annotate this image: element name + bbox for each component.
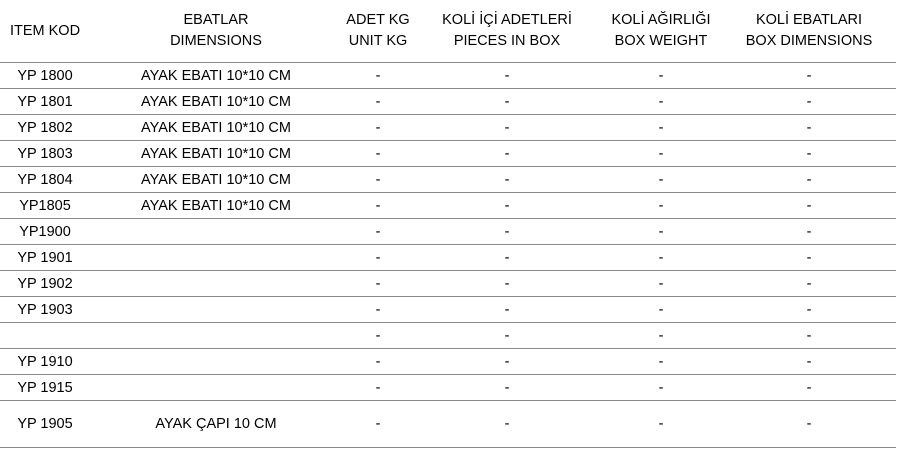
- cell-item-code: YP 1803: [0, 141, 90, 167]
- cell-unit-kg: -: [342, 89, 414, 115]
- cell-dimensions: [90, 271, 342, 297]
- header-unit-kg: [342, 0, 414, 63]
- cell-unit-kg: -: [342, 271, 414, 297]
- cell-box-weight: -: [600, 297, 722, 323]
- cell-dimensions: AYAK EBATI 10*10 CM: [90, 115, 342, 141]
- header-box-dimensions-label: KOLİ EBATLARI: [755, 12, 863, 28]
- cell-box-dimensions: -: [722, 219, 896, 245]
- cell-dimensions: AYAK EBATI 10*10 CM: [90, 193, 342, 219]
- header-pieces-in-box-sublabel: PIECES IN BOX: [453, 33, 561, 49]
- header-dimensions: [90, 0, 342, 63]
- cell-item-code: YP1900: [0, 219, 90, 245]
- cell-pieces-in-box: -: [414, 297, 600, 323]
- cell-dimensions: AYAK EBATI 10*10 CM: [90, 89, 342, 115]
- table-row: [0, 219, 896, 245]
- cell-item-code: YP1805: [0, 193, 90, 219]
- header-dimensions-label: EBATLAR: [183, 12, 249, 28]
- cell-pieces-in-box: -: [414, 89, 600, 115]
- cell-unit-kg: -: [342, 245, 414, 271]
- cell-box-dimensions: -: [722, 375, 896, 401]
- cell-box-dimensions: -: [722, 115, 896, 141]
- cell-box-weight: -: [600, 401, 722, 448]
- cell-pieces-in-box: -: [414, 401, 600, 448]
- cell-box-dimensions: -: [722, 401, 896, 448]
- cell-dimensions: AYAK EBATI 10*10 CM: [90, 167, 342, 193]
- cell-box-weight: -: [600, 323, 722, 349]
- cell-pieces-in-box: -: [414, 115, 600, 141]
- table-row: [0, 63, 896, 89]
- header-pieces-in-box-label: KOLİ İÇİ ADETLERİ: [442, 12, 572, 28]
- cell-pieces-in-box: -: [414, 271, 600, 297]
- cell-dimensions: [90, 297, 342, 323]
- cell-dimensions: [90, 349, 342, 375]
- cell-pieces-in-box: -: [414, 219, 600, 245]
- table-row: [0, 167, 896, 193]
- cell-pieces-in-box: -: [414, 141, 600, 167]
- cell-box-weight: -: [600, 375, 722, 401]
- cell-dimensions: [90, 323, 342, 349]
- cell-box-weight: -: [600, 349, 722, 375]
- cell-item-code: YP 1915: [0, 375, 90, 401]
- cell-dimensions: [90, 219, 342, 245]
- cell-box-dimensions: -: [722, 297, 896, 323]
- cell-box-weight: -: [600, 245, 722, 271]
- table-row: [0, 193, 896, 219]
- header-box-dimensions: [722, 0, 896, 63]
- cell-dimensions: AYAK ÇAPI 10 CM: [90, 401, 342, 448]
- cell-box-dimensions: -: [722, 141, 896, 167]
- cell-dimensions: AYAK EBATI 10*10 CM: [90, 63, 342, 89]
- cell-box-dimensions: -: [722, 167, 896, 193]
- table-row: [0, 323, 896, 349]
- cell-item-code: YP 1901: [0, 245, 90, 271]
- cell-unit-kg: -: [342, 115, 414, 141]
- cell-pieces-in-box: -: [414, 245, 600, 271]
- cell-box-weight: -: [600, 63, 722, 89]
- cell-unit-kg: -: [342, 63, 414, 89]
- cell-pieces-in-box: -: [414, 167, 600, 193]
- cell-item-code: YP 1802: [0, 115, 90, 141]
- table-row: [0, 349, 896, 375]
- cell-unit-kg: -: [342, 193, 414, 219]
- cell-box-weight: -: [600, 141, 722, 167]
- header-item-code-label: ITEM KOD: [9, 22, 81, 39]
- cell-box-dimensions: -: [722, 271, 896, 297]
- cell-box-dimensions: -: [722, 193, 896, 219]
- table-row: [0, 245, 896, 271]
- cell-unit-kg: -: [342, 141, 414, 167]
- header-dimensions-sublabel: DIMENSIONS: [170, 33, 262, 49]
- cell-item-code: YP 1800: [0, 63, 90, 89]
- cell-pieces-in-box: -: [414, 323, 600, 349]
- header-box-weight-sublabel: BOX WEIGHT: [614, 33, 708, 49]
- cell-item-code: YP 1801: [0, 89, 90, 115]
- cell-pieces-in-box: -: [414, 63, 600, 89]
- header-row: [0, 0, 896, 63]
- cell-unit-kg: -: [342, 401, 414, 448]
- cell-box-dimensions: -: [722, 63, 896, 89]
- cell-item-code: YP 1910: [0, 349, 90, 375]
- cell-dimensions: AYAK EBATI 10*10 CM: [90, 141, 342, 167]
- cell-unit-kg: -: [342, 297, 414, 323]
- cell-box-dimensions: -: [722, 349, 896, 375]
- cell-box-weight: -: [600, 219, 722, 245]
- cell-box-weight: -: [600, 193, 722, 219]
- header-unit-kg-label: ADET KG: [346, 12, 410, 28]
- cell-dimensions: [90, 245, 342, 271]
- cell-item-code: YP 1902: [0, 271, 90, 297]
- table-row: [0, 115, 896, 141]
- cell-item-code: [0, 323, 90, 349]
- cell-unit-kg: -: [342, 167, 414, 193]
- header-box-weight-label: KOLİ AĞIRLIĞI: [611, 12, 711, 28]
- table-row: [0, 401, 896, 448]
- cell-box-dimensions: -: [722, 323, 896, 349]
- table-row: [0, 375, 896, 401]
- cell-item-code: YP 1903: [0, 297, 90, 323]
- cell-item-code: YP 1804: [0, 167, 90, 193]
- cell-box-dimensions: -: [722, 245, 896, 271]
- cell-unit-kg: -: [342, 323, 414, 349]
- table-body: [0, 63, 896, 448]
- cell-box-weight: -: [600, 271, 722, 297]
- table-row: [0, 141, 896, 167]
- cell-dimensions: [90, 375, 342, 401]
- cell-pieces-in-box: -: [414, 193, 600, 219]
- cell-box-dimensions: -: [722, 89, 896, 115]
- cell-unit-kg: -: [342, 219, 414, 245]
- table-row: [0, 297, 896, 323]
- table-row: [0, 271, 896, 297]
- cell-box-weight: -: [600, 115, 722, 141]
- header-unit-kg-sublabel: UNIT KG: [348, 33, 408, 49]
- table-row: [0, 89, 896, 115]
- header-item-code: [0, 0, 90, 63]
- cell-pieces-in-box: -: [414, 375, 600, 401]
- header-box-weight: [600, 0, 722, 63]
- table-header: [0, 0, 896, 63]
- cell-box-weight: -: [600, 167, 722, 193]
- cell-box-weight: -: [600, 89, 722, 115]
- header-pieces-in-box: [414, 0, 600, 63]
- header-box-dimensions-sublabel: BOX DIMENSIONS: [745, 33, 873, 49]
- cell-item-code: YP 1905: [0, 401, 90, 448]
- cell-unit-kg: -: [342, 375, 414, 401]
- cell-pieces-in-box: -: [414, 349, 600, 375]
- cell-unit-kg: -: [342, 349, 414, 375]
